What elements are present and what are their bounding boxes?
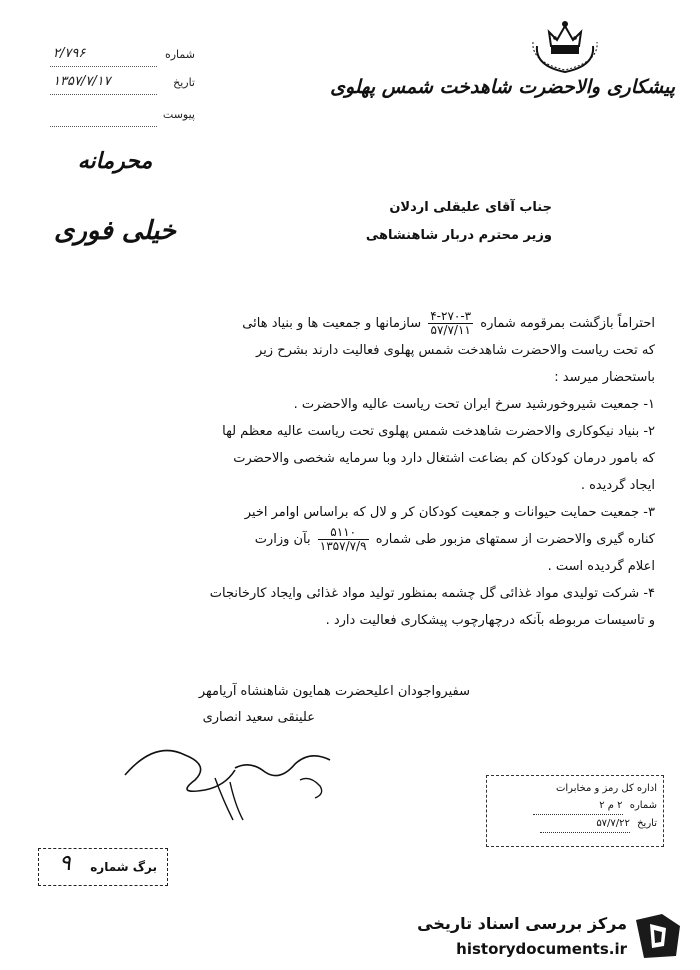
item-3-a: ۳- جمعیت حمایت حیوانات و جمعیت کودکان کر و لال که براساس اوامر اخیر <box>244 505 655 520</box>
office-stamp-date-value: ۵۷/۷/۲۲ <box>596 818 630 829</box>
watermark-url: historydocuments.ir <box>456 940 627 958</box>
office-stamp-title: اداره کل رمز و مخابرات <box>555 783 657 794</box>
item-4-b: و تاسیسات مربوطه بآنکه درچهارچوب پیشکاری فعالیت دارد . <box>325 613 655 628</box>
item-1: ۱- جمعیت شیروخورشید سرخ ایران تحت ریاست عالیه والاحضرت . <box>293 397 655 412</box>
handwritten-signature <box>115 720 365 830</box>
date-label: تاریخ <box>173 76 195 89</box>
crown-emblem-icon <box>525 16 605 76</box>
greeting: احتراماً <box>617 316 655 331</box>
body-line-2: که تحت ریاست والاحضرت شاهدخت شمس پهلوی فعالیت دارند بشرح زیر <box>256 343 655 358</box>
reference-number <box>428 310 473 337</box>
number-row <box>45 48 195 64</box>
reference-bottom: ۵۷/۷/۱۱ <box>430 323 471 337</box>
attachment-label: پیوست <box>162 108 195 121</box>
recipient-name: جناب آقای علیقلی اردلان <box>389 200 552 215</box>
number-value: ۲/۷۹۶ <box>53 46 86 61</box>
office-stamp-number-row <box>493 797 657 815</box>
letter-body <box>40 310 655 634</box>
item-3-d: اعلام گردیده است . <box>547 559 655 574</box>
date-value: ۱۳۵۷/۷/۱۷ <box>53 74 111 89</box>
intro-b: سازمانها و جمعیت ها و بنیاد هائی <box>242 316 422 331</box>
intro-a: بازگشت بمرقومه شماره <box>480 316 614 331</box>
reference-2-bottom: ۱۳۵۷/۷/۹ <box>319 539 367 553</box>
body-line-1 <box>40 310 655 337</box>
office-stamp <box>486 775 664 847</box>
secret-stamp: محرمانه <box>77 148 153 174</box>
watermark-title: مرکز بررسی اسناد تاریخی <box>417 914 627 933</box>
body-line-3: باستحضار میرسد : <box>554 370 655 385</box>
item-2-c: ایجاد گردیده . <box>580 478 655 493</box>
brand-name: پیشکاری والاحضرت شاهدخت شمس پهلوی <box>330 76 675 98</box>
signer-name: علینقی سعید انصاری <box>202 710 315 725</box>
office-stamp-date-label: تاریخ <box>637 818 657 829</box>
item-3-c: بآن وزارت <box>254 532 311 547</box>
reference-2-top: ۵۱۱۰ <box>318 526 369 540</box>
item-4-a: ۴- شرکت تولیدی مواد غذائی گل چشمه بمنظور تولید مواد غذائی وایجاد کارخانجات <box>209 586 655 601</box>
item-3-b: کناره گیری والاحضرت از سمتهای مزبور طی شماره <box>375 532 655 547</box>
signer-title: سفیرواجودان اعلیحضرت همایون شاهنشاه آریامهر <box>198 684 470 699</box>
item-2-a: ۲- بنیاد نیکوکاری والاحضرت شاهدخت شمس پهلوی تحت ریاست عالیه معظم لها <box>222 424 655 439</box>
attachment-row <box>45 108 195 124</box>
reference-number-2 <box>318 526 369 553</box>
item-3-b-line <box>40 526 655 553</box>
reference-top: ۴-۲۷۰-۳ <box>430 309 472 323</box>
office-stamp-number-value: ۲ م ۲ <box>599 800 623 811</box>
recipient-title: وزیر محترم دربار شاهنشاهی <box>365 228 552 243</box>
sheet-number-label: برگ شماره <box>90 860 157 874</box>
sheet-number-value: ۹ <box>59 851 71 876</box>
office-stamp-date-row <box>493 815 657 833</box>
office-stamp-number-label: شماره <box>629 800 657 811</box>
item-2-b: که بامور درمان کودکان کم بضاعت اشتغال دارد وبا سرمایه شخصی والاحضرت <box>233 451 655 466</box>
history-documents-logo-icon <box>632 912 684 960</box>
urgent-stamp: خیلی فوری <box>53 216 176 246</box>
number-label: شماره <box>164 48 195 61</box>
date-row <box>45 76 195 92</box>
sheet-number-box <box>38 848 168 886</box>
